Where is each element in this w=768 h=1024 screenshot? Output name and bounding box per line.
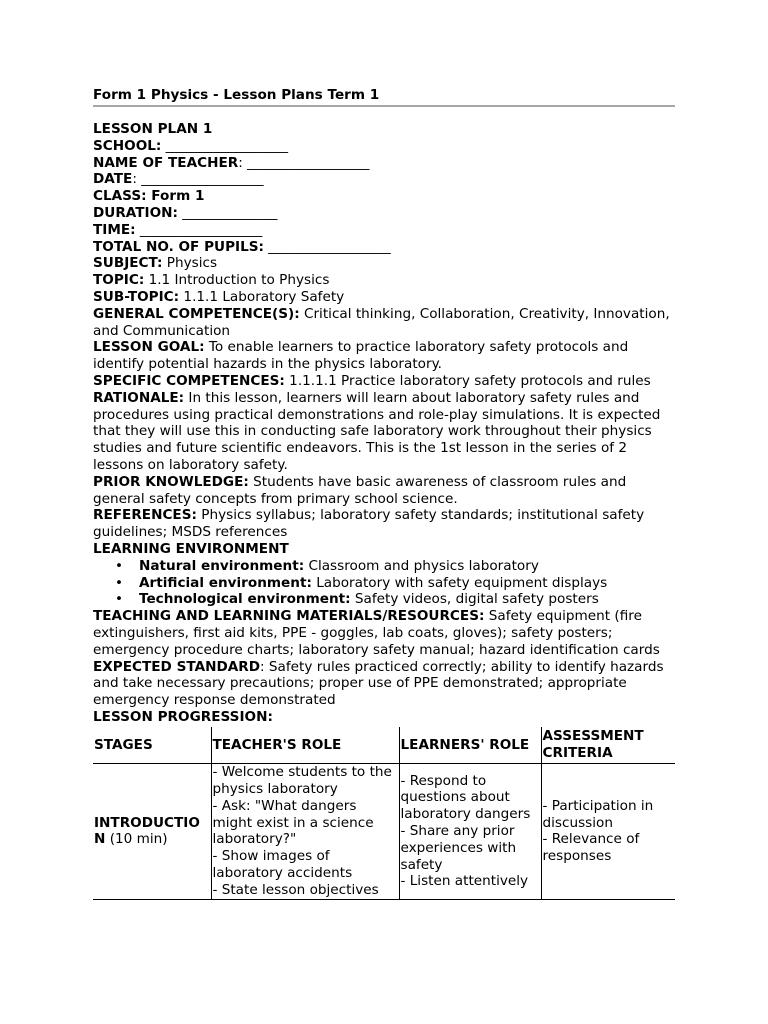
field-lesson-goal xyxy=(93,339,675,373)
list-item xyxy=(139,591,675,608)
list-item xyxy=(139,558,675,575)
field-value: : __________________ xyxy=(238,154,370,171)
field-value: __________________ xyxy=(263,238,391,255)
stage-name: INTRODUCTION xyxy=(94,814,200,848)
stage-duration: (10 min) xyxy=(105,831,168,848)
teacher-role-line: - State lesson objectives xyxy=(212,881,379,898)
field-label: TEACHING AND LEARNING MATERIALS/RESOURCES: xyxy=(93,608,485,625)
column-header-teachers-role: TEACHER'S ROLE xyxy=(211,727,399,764)
field-label: GENERAL COMPETENCE(S): xyxy=(93,305,300,322)
field-label: TIME: xyxy=(93,221,136,238)
field-label: SUB-TOPIC: xyxy=(93,288,180,305)
column-header-stages: STAGES xyxy=(93,727,211,764)
learning-environment-list xyxy=(93,558,675,608)
field-value: __________________ xyxy=(161,137,289,154)
learners-role-line: - Listen attentively xyxy=(400,873,529,890)
column-header-assessment-criteria: ASSESSMENT CRITERIA xyxy=(541,727,675,764)
lesson-plan-document xyxy=(93,86,675,900)
field-value: 1.1.1 Laboratory Safety xyxy=(179,288,345,305)
assessment-line: - Relevance of responses xyxy=(542,831,640,865)
field-value: Students have basic awareness of classroom rules and general safety concepts from primary school science. xyxy=(93,473,627,507)
field-value: 1.1 Introduction to Physics xyxy=(144,272,330,289)
learners-role-line: - Respond to questions about laboratory dangers xyxy=(400,772,531,823)
table-row xyxy=(93,764,675,899)
field-prior-knowledge xyxy=(93,474,675,508)
field-sub-topic xyxy=(93,289,675,306)
field-general-competences xyxy=(93,306,675,340)
table-header-row xyxy=(93,727,675,764)
field-label: PRIOR KNOWLEDGE: xyxy=(93,473,249,490)
field-school xyxy=(93,138,675,155)
field-date xyxy=(93,171,675,188)
field-label: DATE xyxy=(93,171,133,188)
field-teacher-name xyxy=(93,155,675,172)
field-value: Critical thinking, Collaboration, Creativity, Innovation, and Communication xyxy=(93,305,670,339)
item-value: Laboratory with safety equipment displays xyxy=(311,574,608,591)
field-value: : __________________ xyxy=(132,171,264,188)
field-label: SPECIFIC COMPETENCES: xyxy=(93,372,285,389)
lesson-progression-table xyxy=(93,727,675,900)
field-value: Physics syllabus; laboratory safety standards; institutional safety guidelines; MSDS references xyxy=(93,507,645,541)
assessment-criteria-cell xyxy=(541,764,675,899)
field-label: REFERENCES: xyxy=(93,507,197,524)
item-value: Safety videos, digital safety posters xyxy=(350,591,599,608)
field-rationale xyxy=(93,390,675,474)
field-expected-standard xyxy=(93,659,675,709)
learners-role-cell xyxy=(399,764,541,899)
learners-role-line: - Share any prior experiences with safety xyxy=(400,822,517,873)
field-value: In this lesson, learners will learn about laboratory safety rules and procedures using practical demonstrations and role-play simulations. It is expected that they will use this in conducting safe laboratory work throughout their physics studies and future scientific endeavors. This is the 1st lesson in the series of 2 lessons on laboratory safety. xyxy=(93,389,661,473)
field-class xyxy=(93,188,675,205)
field-specific-competences xyxy=(93,373,675,390)
field-duration xyxy=(93,205,675,222)
field-value: Physics xyxy=(162,255,218,272)
field-value: __________________ xyxy=(135,221,263,238)
list-item xyxy=(139,575,675,592)
item-label: Technological environment: xyxy=(139,591,351,608)
teacher-role-line: - Welcome students to the physics laboratory xyxy=(212,764,392,797)
field-total-pupils xyxy=(93,239,675,256)
field-value: To enable learners to practice laboratory safety protocols and identify potential hazards in the physics laboratory. xyxy=(93,339,629,373)
field-label: EXPECTED STANDARD xyxy=(93,658,261,675)
field-value: ______________ xyxy=(177,204,278,221)
field-references xyxy=(93,507,675,541)
field-label: LESSON GOAL: xyxy=(93,339,205,356)
field-label: TOPIC: xyxy=(93,272,145,289)
assessment-line: - Participation in discussion xyxy=(542,797,654,831)
field-materials-resources xyxy=(93,608,675,658)
document-title: Form 1 Physics - Lesson Plans Term 1 xyxy=(93,86,675,107)
teacher-role-line: - Ask: "What dangers might exist in a science laboratory?" xyxy=(212,797,374,848)
lesson-progression-heading: LESSON PROGRESSION: xyxy=(93,708,273,725)
field-topic xyxy=(93,272,675,289)
item-value: Classroom and physics laboratory xyxy=(304,557,539,574)
field-label: CLASS: Form 1 xyxy=(93,188,205,205)
field-time xyxy=(93,222,675,239)
stage-cell xyxy=(93,764,211,899)
field-value: Safety equipment (fire extinguishers, first aid kits, PPE - goggles, lab coats, gloves); safety posters; emergency procedure charts; laboratory safety manual; hazard identification cards xyxy=(93,608,660,658)
field-value: : Safety rules practiced correctly; ability to identify hazards and take necessary precautions; proper use of PPE demonstrated; appropriate emergency response demonstrated xyxy=(93,658,664,709)
field-label: SUBJECT: xyxy=(93,255,163,272)
column-header-learners-role: LEARNERS' ROLE xyxy=(399,727,541,764)
item-label: Artificial environment: xyxy=(139,574,312,591)
item-label: Natural environment: xyxy=(139,557,305,574)
field-label: RATIONALE: xyxy=(93,389,185,406)
field-label: NAME OF TEACHER xyxy=(93,154,239,171)
lesson-plan-fields xyxy=(93,138,675,541)
field-label: SCHOOL: xyxy=(93,137,162,154)
teacher-role-cell xyxy=(211,764,399,899)
field-label: TOTAL NO. OF PUPILS: xyxy=(93,238,264,255)
lesson-plan-heading: LESSON PLAN 1 xyxy=(93,121,213,137)
field-label: DURATION: xyxy=(93,204,178,221)
field-subject xyxy=(93,255,675,272)
learning-environment-heading: LEARNING ENVIRONMENT xyxy=(93,540,289,557)
field-value: 1.1.1.1 Practice laboratory safety protocols and rules xyxy=(284,372,651,389)
teacher-role-line: - Show images of laboratory accidents xyxy=(212,848,353,881)
